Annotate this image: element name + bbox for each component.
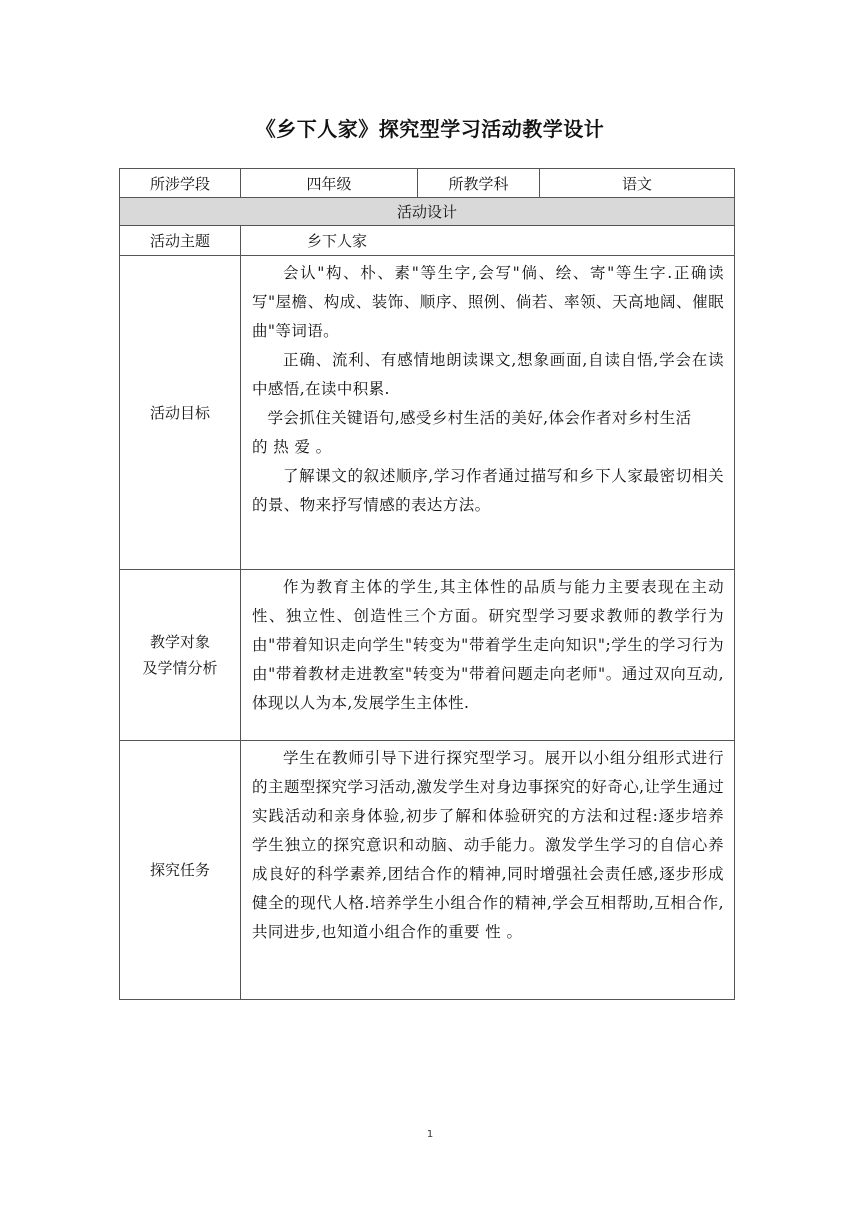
table-row-theme	[120, 226, 735, 256]
table-row-header	[120, 169, 735, 198]
goal-paragraph: 学会抓住关键语句,感受乡村生活的美好,体会作者对乡村生活	[267, 409, 692, 427]
task-paragraph: 学生在教师引导下进行探究型学习。展开以小组分组形式进行的主题型探究学习活动,激发学生对身边事探究的好奇心,让学生通过实践活动和亲身体验,初步了解和体验研究的方法和过程:逐步培养学生独立的探究意识和动脑、动手能力。激发学生学习的自信心养成良好的科学素养,团结合作的精神,同时增强社会责任感,逐步形成健全的现代人格.培养学生小组合作的精神,学会互相帮助,互相合作,共同进步,也知道小组合作的重要 性 。	[252, 749, 724, 941]
goals-content	[241, 256, 735, 570]
subject-value: 语文	[540, 169, 735, 198]
lesson-plan-table	[119, 168, 735, 1000]
table-row-goals	[120, 256, 735, 570]
table-row-task	[120, 741, 735, 1000]
goal-paragraph: 正确、流利、有感情地朗读课文,想象画面,自读自悟,学会在读中感悟,在读中积累.	[252, 351, 724, 398]
analysis-label-line2: 及学情分析	[142, 659, 218, 677]
goals-label: 活动目标	[120, 256, 241, 570]
analysis-label	[120, 570, 241, 741]
subject-label: 所教学科	[418, 169, 540, 198]
task-content	[241, 741, 735, 1000]
theme-value: 乡下人家	[241, 226, 735, 256]
goal-paragraph: 会认"构、朴、素"等生字,会写"倘、绘、寄"等生字.正确读写"屋檐、构成、装饰、顺序、照例、倘若、率领、天高地阔、催眠曲"等词语。	[252, 264, 724, 340]
grade-label: 所涉学段	[120, 169, 241, 198]
theme-label: 活动主题	[120, 226, 241, 256]
table-row-section	[120, 198, 735, 226]
page-number: 1	[426, 1129, 434, 1140]
goal-paragraph: 的 热 爱 。	[252, 438, 332, 456]
goal-paragraph: 了解课文的叙述顺序,学习作者通过描写和乡下人家最密切相关的景、物来抒写情感的表达方法。	[252, 467, 724, 514]
analysis-label-line1: 教学对象	[149, 633, 210, 651]
section-title: 活动设计	[120, 198, 735, 226]
analysis-paragraph: 作为教育主体的学生,其主体性的品质与能力主要表现在主动性、独立性、创造性三个方面。研究型学习要求教师的教学行为由"带着知识走向学生"转变为"带着学生走向知识";学生的学习行为由"带着教材走进教室"转变为"带着问题走向老师"。通过双向互动,体现以人为本,发展学生主体性.	[252, 578, 724, 712]
grade-value: 四年级	[241, 169, 418, 198]
task-label: 探究任务	[120, 741, 241, 1000]
document-title: 《乡下人家》探究型学习活动教学设计	[255, 117, 605, 141]
analysis-content	[241, 570, 735, 741]
table-row-analysis	[120, 570, 735, 741]
